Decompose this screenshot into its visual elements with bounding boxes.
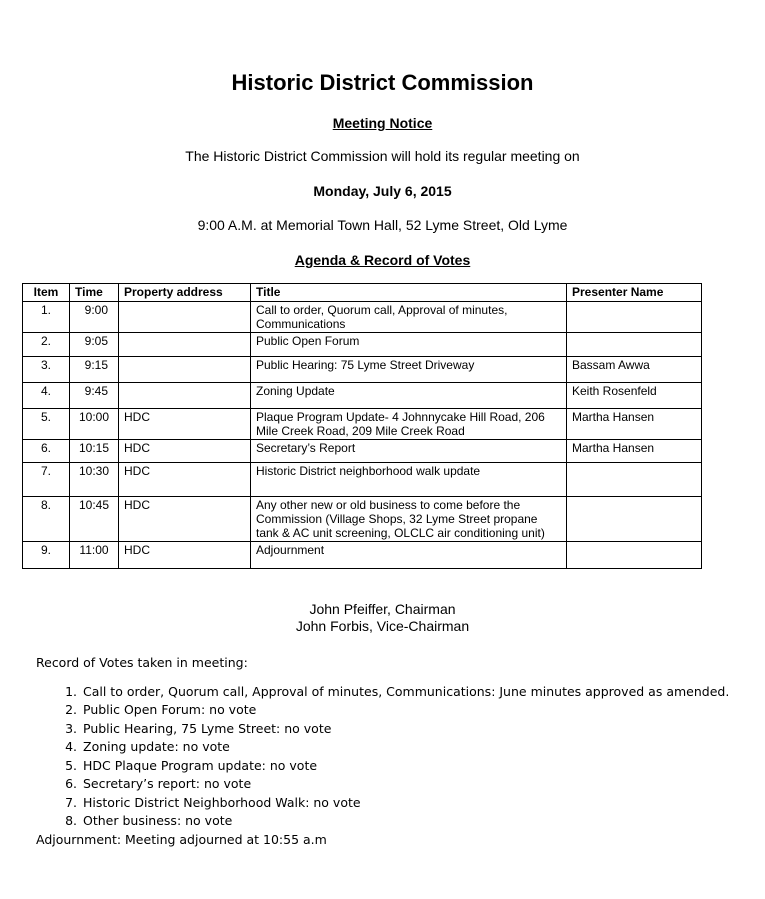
presenter-cell: Martha Hansen [567, 409, 702, 440]
address-cell [119, 357, 251, 383]
votes-heading: Record of Votes taken in meeting: [36, 655, 248, 670]
time-cell: 10:15 [70, 440, 119, 463]
table-row [23, 440, 702, 463]
agenda-heading: Agenda & Record of Votes [294, 252, 471, 268]
address-cell [119, 333, 251, 357]
list-item: 1. Call to order, Quorum call, Approval of minutes, Communications: June minutes approved as amended. [81, 683, 756, 702]
column-header-item: Item [23, 284, 70, 302]
table-row [23, 542, 702, 569]
item-cell: 6. [23, 440, 70, 463]
list-item: 4. Zoning update: no vote [81, 738, 756, 757]
meeting-intro-text: The Historic District Commission will hold its regular meeting on [185, 148, 580, 164]
time-cell: 9:05 [70, 333, 119, 357]
item-cell: 4. [23, 383, 70, 409]
column-header-property-address: Property address [119, 284, 251, 302]
list-item: 6. Secretary’s report: no vote [81, 775, 756, 794]
record-of-votes [36, 654, 756, 849]
table-row [23, 357, 702, 383]
table-row [23, 497, 702, 542]
item-cell: 5. [23, 409, 70, 440]
votes-list [36, 683, 756, 831]
table-row [23, 409, 702, 440]
title-cell: Adjournment [251, 542, 567, 569]
table-row [23, 302, 702, 333]
item-cell: 7. [23, 463, 70, 497]
column-header-title: Title [251, 284, 567, 302]
address-cell: HDC [119, 542, 251, 569]
table-row [23, 383, 702, 409]
time-cell: 10:30 [70, 463, 119, 497]
presenter-cell [567, 333, 702, 357]
title-cell: Historic District neighborhood walk update [251, 463, 567, 497]
item-cell: 8. [23, 497, 70, 542]
item-cell: 1. [23, 302, 70, 333]
title-cell: Public Hearing: 75 Lyme Street Driveway [251, 357, 567, 383]
vice-chairman-name: John Forbis, Vice-Chairman [295, 618, 470, 634]
title-cell: Any other new or old business to come before the Commission (Village Shops, 32 Lyme Street propane tank & AC unit screening, OLCLC air conditioning unit) [251, 497, 567, 542]
column-header-presenter: Presenter Name [567, 284, 702, 302]
list-item: 3. Public Hearing, 75 Lyme Street: no vote [81, 720, 756, 739]
address-cell: HDC [119, 463, 251, 497]
time-cell: 10:00 [70, 409, 119, 440]
item-cell: 2. [23, 333, 70, 357]
time-cell: 9:15 [70, 357, 119, 383]
list-item: 8. Other business: no vote [81, 812, 756, 831]
time-cell: 10:45 [70, 497, 119, 542]
document-title: Historic District Commission [231, 70, 534, 95]
table-row [23, 333, 702, 357]
presenter-cell [567, 497, 702, 542]
agenda-header-row [23, 284, 702, 302]
presenter-cell [567, 463, 702, 497]
table-row [23, 463, 702, 497]
address-cell [119, 302, 251, 333]
signature-block [0, 601, 765, 635]
address-cell: HDC [119, 497, 251, 542]
address-cell: HDC [119, 440, 251, 463]
time-cell: 11:00 [70, 542, 119, 569]
presenter-cell: Martha Hansen [567, 440, 702, 463]
item-cell: 3. [23, 357, 70, 383]
chairman-name: John Pfeiffer, Chairman [309, 601, 456, 617]
presenter-cell: Keith Rosenfeld [567, 383, 702, 409]
address-cell [119, 383, 251, 409]
meeting-date: Monday, July 6, 2015 [313, 183, 452, 199]
item-cell: 9. [23, 542, 70, 569]
agenda-table [22, 283, 702, 569]
list-item: 5. HDC Plaque Program update: no vote [81, 757, 756, 776]
title-cell: Public Open Forum [251, 333, 567, 357]
title-cell: Call to order, Quorum call, Approval of minutes, Communications [251, 302, 567, 333]
list-item: 2. Public Open Forum: no vote [81, 701, 756, 720]
adjournment-note: Adjournment: Meeting adjourned at 10:55 a.m [36, 831, 327, 847]
list-item: 7. Historic District Neighborhood Walk: no vote [81, 794, 756, 813]
title-cell: Plaque Program Update- 4 Johnnycake Hill Road, 206 Mile Creek Road, 209 Mile Creek Road [251, 409, 567, 440]
address-cell: HDC [119, 409, 251, 440]
time-cell: 9:45 [70, 383, 119, 409]
meeting-notice-heading: Meeting Notice [332, 115, 433, 131]
presenter-cell [567, 542, 702, 569]
presenter-cell [567, 302, 702, 333]
meeting-location: 9:00 A.M. at Memorial Town Hall, 52 Lyme Street, Old Lyme [197, 217, 568, 233]
title-cell: Secretary’s Report [251, 440, 567, 463]
presenter-cell: Bassam Awwa [567, 357, 702, 383]
time-cell: 9:00 [70, 302, 119, 333]
title-cell: Zoning Update [251, 383, 567, 409]
column-header-time: Time [70, 284, 119, 302]
